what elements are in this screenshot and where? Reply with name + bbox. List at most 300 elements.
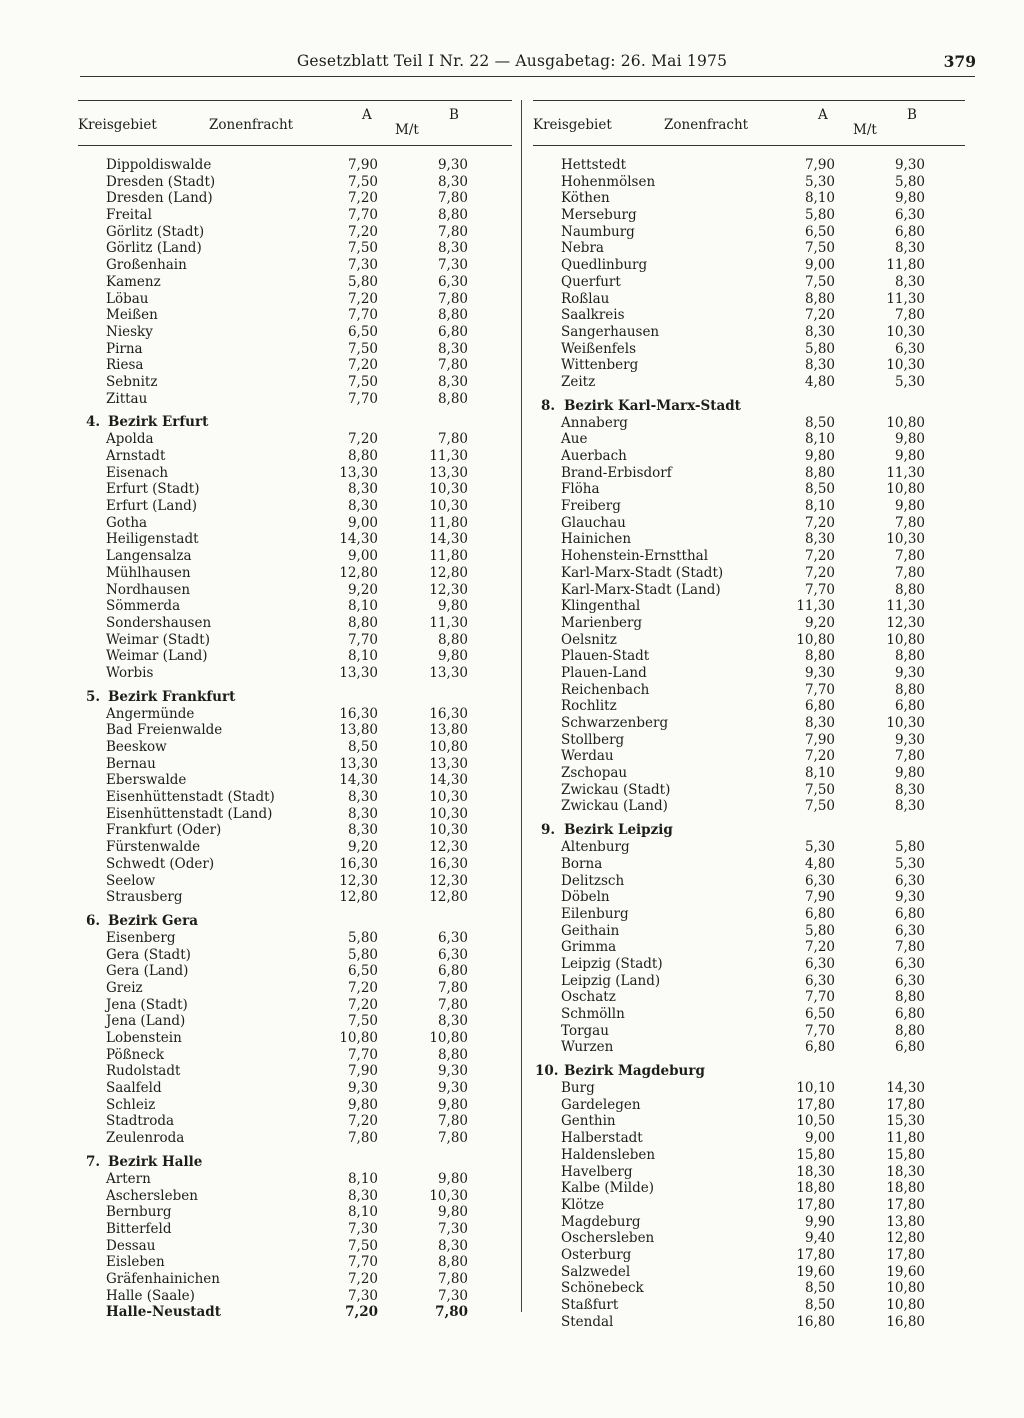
bezirk-number: 5. <box>86 688 101 705</box>
value-b: 8,30 <box>894 798 925 815</box>
table-row <box>78 756 512 773</box>
value-b: 6,30 <box>437 946 468 963</box>
kreis-name: Osterburg <box>561 1246 632 1263</box>
table-header-right <box>533 100 965 146</box>
table-row <box>533 1247 965 1264</box>
kreis-name: Eisenhüttenstadt (Stadt) <box>106 789 275 806</box>
kreis-name: Zeitz <box>561 373 596 390</box>
value-a: 9,00 <box>804 257 835 274</box>
value-a: 7,90 <box>804 731 835 748</box>
table-row <box>533 906 965 923</box>
table-row <box>78 1080 512 1097</box>
kreis-name: Plauen-Stadt <box>561 648 650 665</box>
value-b: 8,30 <box>894 240 925 257</box>
table-header-left <box>78 100 512 146</box>
table-row <box>533 665 965 682</box>
kreis-name: Jena (Land) <box>106 1013 186 1030</box>
value-b: 13,80 <box>886 1213 925 1230</box>
table-row <box>533 989 965 1006</box>
value-b: 8,30 <box>437 340 468 357</box>
value-a: 12,30 <box>339 872 378 889</box>
table-row <box>533 923 965 940</box>
value-b: 19,60 <box>886 1263 925 1280</box>
table-row <box>533 782 965 799</box>
table-row <box>78 174 512 191</box>
value-b: 10,30 <box>429 822 468 839</box>
value-b: 11,80 <box>886 1130 925 1147</box>
value-a: 16,80 <box>796 1313 835 1330</box>
table-row <box>533 889 965 906</box>
value-b: 15,80 <box>886 1146 925 1163</box>
table-row <box>533 1006 965 1023</box>
value-b: 5,80 <box>894 839 925 856</box>
table-row <box>533 582 965 599</box>
kreis-name: Bad Freienwalde <box>106 722 223 739</box>
value-a: 17,80 <box>796 1246 835 1263</box>
kreis-name: Eberswalde <box>106 772 187 789</box>
kreis-name: Havelberg <box>561 1163 633 1180</box>
value-a: 8,80 <box>804 648 835 665</box>
kreis-name: Beeskow <box>106 739 167 755</box>
table-row <box>78 889 512 906</box>
kreis-name: Plauen-Land <box>561 664 647 681</box>
table-row <box>78 963 512 980</box>
value-a: 13,30 <box>339 755 378 772</box>
value-b: 11,30 <box>886 290 925 307</box>
value-b: 7,80 <box>437 431 468 448</box>
table-row <box>78 565 512 582</box>
value-a: 7,70 <box>347 307 378 324</box>
table-row <box>78 822 512 839</box>
kreis-name: Niesky <box>106 323 153 340</box>
kreis-name: Aschersleben <box>106 1187 198 1204</box>
kreis-name: Worbis <box>106 664 154 681</box>
kreis-name: Zwickau (Stadt) <box>561 781 671 798</box>
value-b: 5,80 <box>894 173 925 190</box>
table-row <box>533 1113 965 1130</box>
left-table-body <box>78 146 512 1321</box>
value-a: 16,30 <box>339 705 378 722</box>
value-b: 6,80 <box>894 698 925 715</box>
table-row <box>533 856 965 873</box>
table-row <box>533 341 965 358</box>
bezirk-number: 7. <box>86 1153 101 1170</box>
kreis-name: Hainichen <box>561 531 632 548</box>
value-b: 10,80 <box>886 481 925 498</box>
table-row <box>78 947 512 964</box>
kreis-name: Bitterfeld <box>106 1220 172 1237</box>
kreis-name: Borna <box>561 855 603 872</box>
kreis-name: Eilenburg <box>561 905 629 922</box>
value-b: 10,80 <box>886 631 925 648</box>
kreis-name: Schleiz <box>106 1096 156 1113</box>
kreis-name: Stollberg <box>561 731 625 748</box>
value-b: 9,30 <box>894 889 925 906</box>
value-a: 7,20 <box>804 548 835 565</box>
header-col-b: B <box>449 107 459 123</box>
value-b: 7,80 <box>437 1270 468 1287</box>
table-row <box>78 615 512 632</box>
kreis-name: Zittau <box>106 390 148 407</box>
value-b: 11,30 <box>886 464 925 481</box>
kreis-name: Halle (Saale) <box>106 1287 195 1304</box>
kreis-name: Stadtroda <box>106 1113 175 1130</box>
kreis-name: Aue <box>561 431 588 448</box>
value-b: 18,30 <box>886 1163 925 1180</box>
value-a: 14,30 <box>339 772 378 789</box>
kreis-name: Kalbe (Milde) <box>561 1180 654 1197</box>
kreis-name: Querfurt <box>561 273 621 290</box>
value-a: 4,80 <box>804 855 835 872</box>
value-a: 7,50 <box>347 240 378 257</box>
value-b: 7,80 <box>894 307 925 324</box>
value-a: 8,50 <box>804 1280 835 1297</box>
table-row <box>78 531 512 548</box>
table-row <box>533 1230 965 1247</box>
value-b: 7,30 <box>437 257 468 274</box>
kreis-name: Eisleben <box>106 1254 165 1271</box>
value-a: 7,50 <box>347 173 378 190</box>
table-row <box>533 765 965 782</box>
value-a: 16,30 <box>339 855 378 872</box>
value-a: 17,80 <box>796 1196 835 1213</box>
value-a: 9,00 <box>347 548 378 565</box>
value-b: 8,30 <box>437 1237 468 1254</box>
value-b: 13,30 <box>429 664 468 681</box>
table-row <box>533 257 965 274</box>
running-header: Gesetzblatt Teil I Nr. 22 — Ausgabetag: 26. Mai 1975 <box>296 52 728 70</box>
bezirk-name: Bezirk Halle <box>108 1153 203 1170</box>
table-row <box>78 997 512 1014</box>
table-row <box>78 665 512 682</box>
value-b: 8,80 <box>437 1254 468 1271</box>
kreis-name: Fürstenwalde <box>106 839 201 856</box>
value-a: 5,30 <box>804 173 835 190</box>
value-b: 18,80 <box>886 1180 925 1197</box>
table-row <box>533 1197 965 1214</box>
value-a: 8,30 <box>804 531 835 548</box>
table-row <box>78 498 512 515</box>
left-column <box>78 100 512 1321</box>
value-b: 10,30 <box>429 805 468 822</box>
value-a: 6,80 <box>804 1039 835 1056</box>
bezirk-number: 6. <box>86 912 101 929</box>
bezirk-heading <box>78 414 512 431</box>
table-row <box>78 772 512 789</box>
kreis-name: Schwedt (Oder) <box>106 855 215 872</box>
value-b: 11,80 <box>429 514 468 531</box>
value-b: 7,80 <box>437 223 468 240</box>
value-b: 7,80 <box>437 357 468 374</box>
value-a: 7,20 <box>347 290 378 307</box>
value-b: 9,30 <box>894 731 925 748</box>
table-row <box>533 732 965 749</box>
value-b: 7,80 <box>894 514 925 531</box>
value-b: 13,30 <box>429 755 468 772</box>
table-row <box>78 722 512 739</box>
kreis-name: Rudolstadt <box>106 1063 181 1080</box>
value-a: 9,40 <box>804 1230 835 1247</box>
table-row <box>533 291 965 308</box>
kreis-name: Eisenhüttenstadt (Land) <box>106 805 273 822</box>
value-b: 16,30 <box>429 855 468 872</box>
table-row <box>533 1097 965 1114</box>
value-a: 7,20 <box>347 1270 378 1287</box>
value-a: 8,10 <box>804 765 835 782</box>
value-a: 7,50 <box>347 1237 378 1254</box>
table-row <box>533 939 965 956</box>
value-a: 8,80 <box>804 290 835 307</box>
kreis-name: Geithain <box>561 922 620 939</box>
table-row <box>533 632 965 649</box>
table-row <box>78 257 512 274</box>
table-row <box>533 1297 965 1314</box>
table-row <box>78 632 512 649</box>
value-a: 9,20 <box>347 581 378 598</box>
value-a: 9,20 <box>347 839 378 856</box>
table-row <box>533 565 965 582</box>
value-a: 7,70 <box>347 631 378 648</box>
kreis-name: Oschatz <box>561 989 616 1006</box>
value-a: 8,10 <box>347 598 378 615</box>
table-row <box>533 357 965 374</box>
value-a: 7,20 <box>804 307 835 324</box>
value-b: 9,80 <box>437 598 468 615</box>
value-b: 11,30 <box>886 598 925 615</box>
bezirk-number: 9. <box>541 822 556 839</box>
value-a: 10,50 <box>796 1113 835 1130</box>
value-b: 9,30 <box>894 664 925 681</box>
value-b: 12,80 <box>886 1230 925 1247</box>
kreis-name: Greiz <box>106 979 143 996</box>
value-b: 8,80 <box>437 390 468 407</box>
table-row <box>78 1063 512 1080</box>
value-a: 6,50 <box>347 963 378 980</box>
value-b: 8,80 <box>894 648 925 665</box>
value-a: 7,50 <box>347 1013 378 1030</box>
value-a: 8,30 <box>347 498 378 515</box>
value-a: 7,50 <box>804 273 835 290</box>
kreis-name: Hohenmölsen <box>561 173 656 190</box>
value-a: 7,90 <box>347 1063 378 1080</box>
value-a: 6,50 <box>347 323 378 340</box>
value-b: 9,80 <box>437 1096 468 1113</box>
value-b: 10,80 <box>429 739 468 755</box>
value-b: 13,30 <box>429 464 468 481</box>
value-b: 9,80 <box>894 498 925 515</box>
value-a: 7,50 <box>347 340 378 357</box>
value-a: 8,30 <box>804 357 835 374</box>
value-a: 9,30 <box>347 1080 378 1097</box>
table-row <box>533 1039 965 1056</box>
table-row <box>533 748 965 765</box>
value-b: 7,80 <box>437 1113 468 1130</box>
value-b: 7,30 <box>437 1220 468 1237</box>
header-unit: M/t <box>395 122 419 138</box>
kreis-name: Altenburg <box>561 839 630 856</box>
value-a: 8,10 <box>804 431 835 448</box>
table-row <box>533 465 965 482</box>
value-a: 7,30 <box>347 1287 378 1304</box>
kreis-name: Wurzen <box>561 1039 614 1056</box>
value-a: 6,30 <box>804 872 835 889</box>
kreis-name: Merseburg <box>561 207 637 224</box>
kreis-name: Pößneck <box>106 1046 165 1063</box>
table-row <box>78 706 512 723</box>
value-a: 9,30 <box>804 664 835 681</box>
value-b: 9,80 <box>437 1204 468 1221</box>
table-row <box>78 157 512 174</box>
table-row <box>78 224 512 241</box>
kreis-name: Karl-Marx-Stadt (Land) <box>561 581 721 598</box>
kreis-name: Döbeln <box>561 889 610 906</box>
kreis-name: Delitzsch <box>561 872 625 889</box>
value-b: 10,30 <box>429 498 468 515</box>
value-b: 8,80 <box>437 307 468 324</box>
value-a: 9,80 <box>347 1096 378 1113</box>
value-b: 7,80 <box>437 290 468 307</box>
value-a: 15,80 <box>796 1146 835 1163</box>
value-a: 7,20 <box>347 431 378 448</box>
value-b: 14,30 <box>429 772 468 789</box>
table-row <box>78 930 512 947</box>
page-number: 379 <box>943 52 976 71</box>
table-row <box>533 274 965 291</box>
value-b: 9,30 <box>437 1080 468 1097</box>
page-header <box>0 52 1024 74</box>
kreis-name: Leipzig (Land) <box>561 972 661 989</box>
table-row <box>78 1130 512 1147</box>
value-a: 7,70 <box>347 207 378 224</box>
table-row <box>533 190 965 207</box>
value-b: 7,80 <box>435 1304 468 1321</box>
table-row <box>533 548 965 565</box>
kreis-name: Gardelegen <box>561 1096 641 1113</box>
table-row <box>78 839 512 856</box>
kreis-name: Halberstadt <box>561 1130 643 1147</box>
value-b: 7,80 <box>894 548 925 565</box>
value-b: 6,80 <box>437 323 468 340</box>
table-row <box>78 980 512 997</box>
kreis-name: Gera (Stadt) <box>106 946 191 963</box>
kreis-name: Saalfeld <box>106 1080 162 1097</box>
bezirk-number: 4. <box>86 414 101 431</box>
table-row <box>533 498 965 515</box>
value-b: 8,80 <box>437 1046 468 1063</box>
kreis-name: Sebnitz <box>106 373 158 390</box>
value-b: 7,80 <box>437 1130 468 1147</box>
table-row <box>78 1030 512 1047</box>
value-b: 8,80 <box>894 1022 925 1039</box>
value-a: 8,50 <box>804 481 835 498</box>
kreis-name: Frankfurt (Oder) <box>106 822 222 839</box>
table-row <box>78 548 512 565</box>
kreis-name: Erfurt (Land) <box>106 498 198 515</box>
value-a: 7,90 <box>804 889 835 906</box>
value-b: 17,80 <box>886 1096 925 1113</box>
value-b: 6,30 <box>894 207 925 224</box>
value-a: 7,30 <box>347 1220 378 1237</box>
value-a: 8,10 <box>347 1204 378 1221</box>
value-a: 6,80 <box>804 905 835 922</box>
kreis-name: Mühlhausen <box>106 564 191 581</box>
value-b: 11,30 <box>429 448 468 464</box>
kreis-name: Strausberg <box>106 889 183 906</box>
value-b: 9,30 <box>894 157 925 173</box>
value-a: 19,60 <box>796 1263 835 1280</box>
value-b: 10,30 <box>429 1187 468 1204</box>
value-b: 6,30 <box>894 872 925 889</box>
bezirk-heading <box>78 1154 512 1171</box>
table-row <box>78 1188 512 1205</box>
table-row <box>533 415 965 432</box>
value-a: 8,80 <box>347 448 378 464</box>
value-b: 8,80 <box>894 989 925 1006</box>
value-a: 7,50 <box>804 240 835 257</box>
kreis-name: Nebra <box>561 240 604 257</box>
value-a: 8,30 <box>347 805 378 822</box>
table-row <box>78 598 512 615</box>
header-rule <box>80 76 975 77</box>
value-b: 9,80 <box>894 431 925 448</box>
table-row <box>78 207 512 224</box>
value-a: 8,10 <box>347 1170 378 1187</box>
value-a: 9,80 <box>804 448 835 464</box>
kreis-name: Halle-Neustadt <box>106 1304 221 1321</box>
kreis-name: Saalkreis <box>561 307 625 324</box>
value-b: 9,80 <box>894 190 925 207</box>
bezirk-heading <box>533 398 965 415</box>
value-b: 9,30 <box>437 1063 468 1080</box>
value-a: 8,30 <box>347 481 378 498</box>
kreis-name: Klötze <box>561 1196 605 1213</box>
kreis-name: Nordhausen <box>106 581 191 598</box>
kreis-name: Wittenberg <box>561 357 639 374</box>
value-a: 14,30 <box>339 531 378 548</box>
table-row <box>533 615 965 632</box>
value-b: 12,30 <box>886 614 925 631</box>
value-a: 7,20 <box>347 996 378 1013</box>
value-b: 10,80 <box>886 1280 925 1297</box>
value-a: 5,80 <box>804 922 835 939</box>
table-row <box>533 431 965 448</box>
kreis-name: Genthin <box>561 1113 616 1130</box>
value-b: 6,30 <box>894 972 925 989</box>
value-b: 13,80 <box>429 722 468 739</box>
value-a: 7,20 <box>347 223 378 240</box>
value-a: 7,20 <box>345 1304 378 1321</box>
value-b: 16,80 <box>886 1313 925 1330</box>
kreis-name: Weimar (Land) <box>106 648 208 665</box>
value-b: 6,30 <box>437 929 468 946</box>
table-row <box>78 739 512 756</box>
value-a: 7,20 <box>347 979 378 996</box>
value-b: 8,30 <box>437 1013 468 1030</box>
value-b: 6,80 <box>894 1006 925 1022</box>
value-a: 7,70 <box>347 1046 378 1063</box>
table-row <box>533 240 965 257</box>
value-a: 8,30 <box>347 1187 378 1204</box>
bezirk-name: Bezirk Magdeburg <box>564 1063 705 1080</box>
value-a: 7,50 <box>804 798 835 815</box>
table-row <box>78 1304 512 1321</box>
kreis-name: Staßfurt <box>561 1297 619 1313</box>
value-a: 7,70 <box>804 1022 835 1039</box>
value-b: 17,80 <box>886 1246 925 1263</box>
table-row <box>78 789 512 806</box>
value-a: 9,20 <box>804 614 835 631</box>
table-row <box>78 448 512 465</box>
